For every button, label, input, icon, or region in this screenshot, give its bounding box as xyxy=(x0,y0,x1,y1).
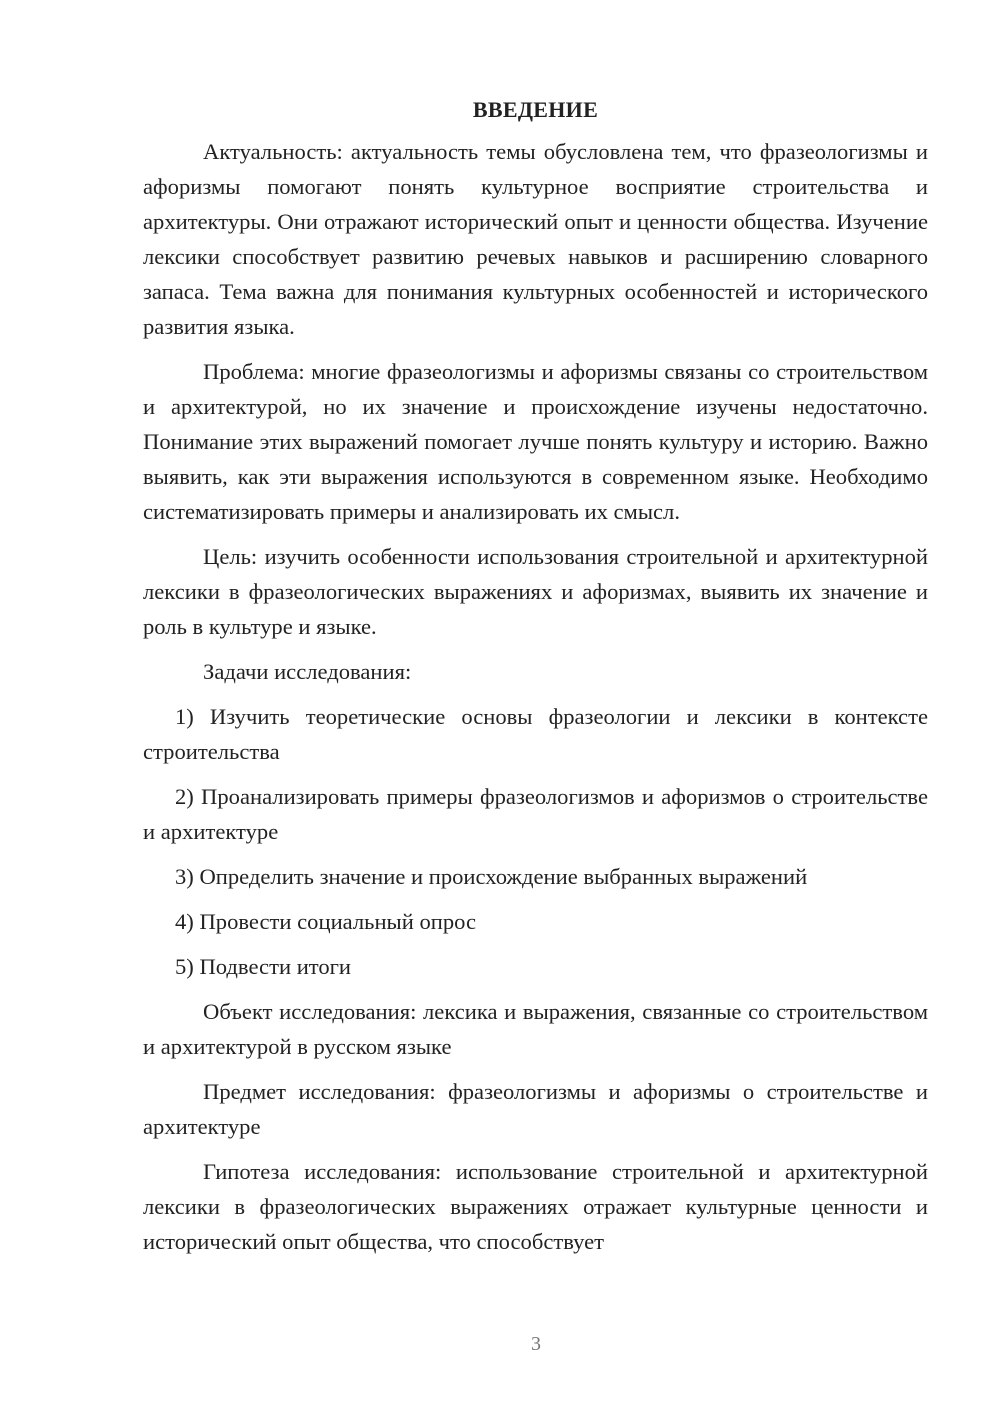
page-title: ВВЕДЕНИЕ xyxy=(472,97,599,122)
task-item-4: 4) Провести социальный опрос xyxy=(175,909,477,934)
task-item-1: 1) Изучить теоретические основы фразеологии и лексики в контексте строительства xyxy=(143,704,928,764)
task-item-2: 2) Проанализировать примеры фразеологизмов и афоризмов о строительстве и архитектуре xyxy=(143,784,928,844)
problem-paragraph: Проблема: многие фразеологизмы и афоризмы связаны со строительством и архитектурой, но их значение и происхождение изучены недостаточно. Понимание этих выражений помогает лучше понять культуру и историю. Важно выявить, как эти выражения используются в современном языке. Необходимо систематизировать примеры и анализировать их смысл. xyxy=(143,359,928,524)
hypothesis-paragraph: Гипотеза исследования: использование строительной и архитектурной лексики в фразеологических выражениях отражает культурные ценности и исторический опыт общества, что способствует xyxy=(143,1159,928,1254)
task-item-3: 3) Определить значение и происхождение выбранных выражений xyxy=(175,864,808,889)
tasks-list xyxy=(143,699,928,984)
tasks-heading: Задачи исследования: xyxy=(203,659,412,684)
page-number: 3 xyxy=(531,1333,541,1355)
relevance-paragraph: Актуальность: актуальность темы обусловлена тем, что фразеологизмы и афоризмы помогают понять культурное восприятие строительства и архитектуры. Они отражают исторический опыт и ценности общества. Изучение лексики способствует развитию речевых навыков и расширению словарного запаса. Тема важна для понимания культурных особенностей и исторического развития языка. xyxy=(143,139,928,339)
document-page xyxy=(143,92,928,1269)
subject-paragraph: Предмет исследования: фразеологизмы и афоризмы о строительстве и архитектуре xyxy=(143,1079,928,1139)
goal-paragraph: Цель: изучить особенности использования строительной и архитектурной лексики в фразеологических выражениях и афоризмах, выявить их значение и роль в культуре и языке. xyxy=(143,544,928,639)
object-paragraph: Объект исследования: лексика и выражения, связанные со строительством и архитектурой в русском языке xyxy=(143,999,928,1059)
task-item-5: 5) Подвести итоги xyxy=(175,954,352,979)
